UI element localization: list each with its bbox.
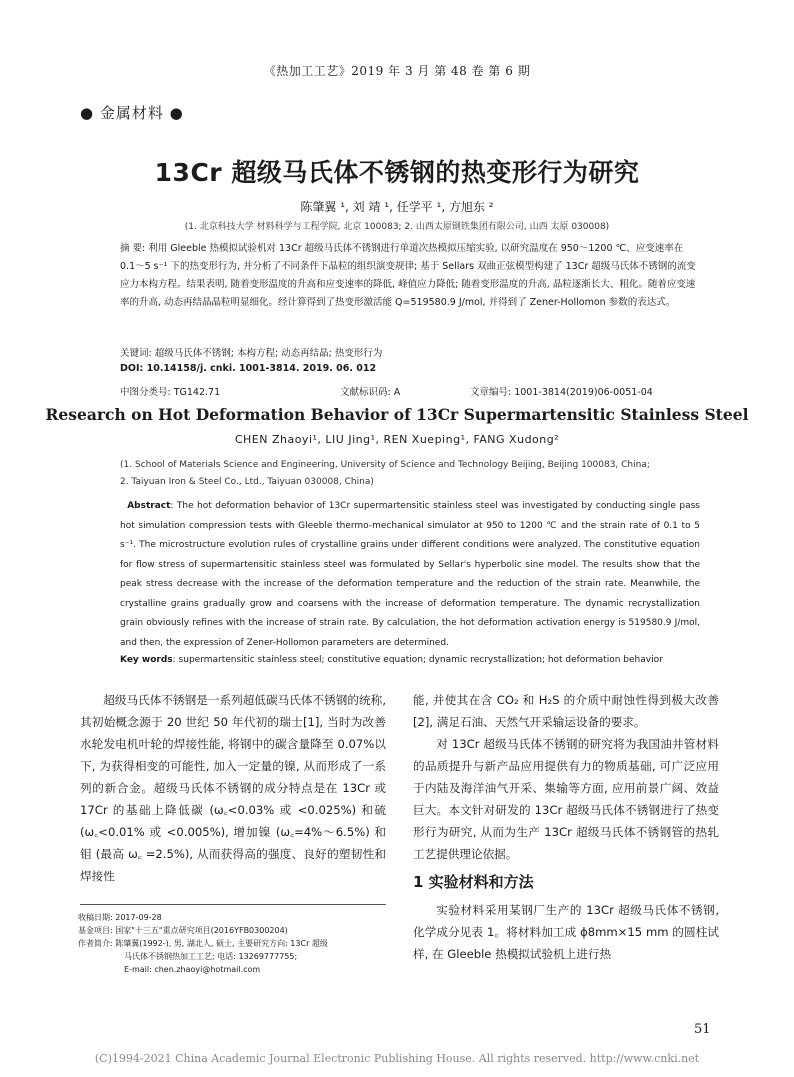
keywords-cn: 关键词: 超级马氏体不锈钢; 本构方程; 动态再结晶; 热变形行为 [120,348,383,359]
section-heading: 1 实验材料和方法 [413,873,534,891]
body-right-column [413,689,719,965]
footnote-author-bio-cont: 马氏体不锈钢热加工工艺; 电话: 13269777755; [124,952,298,961]
authors-cn: 陈肇翼 ¹, 刘 靖 ¹, 任学平 ¹, 方旭东 ² [300,200,494,214]
body-paragraph: 对 13Cr 超级马氏体不锈钢的研究将为我国油井管材料的品质提升与新产品应用提供有力的物质基础, 可广泛应用于内陆及海洋油气开采、集输等方面, 应用前景广阔、效益巨大。本文针对研发的 13Cr 超级马氏体不锈钢进行了热变形行为研究, 从而为生产 13Cr 超级马氏体不锈钢管的热轧工艺提供理论依据。 [413,737,719,861]
journal-header: 《热加工工艺》2019 年 3 月 第 48 卷 第 6 期 [263,64,531,78]
keywords-en-label: Key words [120,655,173,665]
page-number: 51 [694,1022,711,1037]
doi: DOI: 10.14158/j. cnki. 1001-3814. 2019. 06. 012 [120,363,377,374]
body-paragraph: 实验材料采用某钢厂生产的 13Cr 超级马氏体不锈钢, 化学成分见表 1。将材料加工成 ϕ8mm×15 mm 的圆柱试样, 在 Gleeble 热模拟试验机上进行热 [413,903,719,961]
article-number: 文章编号: 1001-3814(2019)06-0051-04 [470,387,653,398]
paper-title-en: Research on Hot Deformation Behavior of 13Cr Supermartensitic Stainless Steel [45,405,749,424]
clc-number: 中图分类号: TG142.71 [120,387,221,398]
footnote-email: E-mail: chen.zhaoyi@hotmail.com [124,965,261,974]
footnotes [78,911,390,976]
keywords-en [120,655,663,665]
body-left-column [80,689,386,887]
affiliation-en-line-2: 2. Taiyuan Iron & Steel Co., Ltd., Taiyuan 030008, China) [120,477,374,487]
authors-en: CHEN Zhaoyi¹, LIU Jing¹, REN Xueping¹, FANG Xudong² [234,433,560,446]
column-tag: ● 金属材料 ● [80,104,184,122]
affiliation-cn: (1. 北京科技大学 材料科学与工程学院, 北京 100083; 2. 山西太原钢铁集团有限公司, 山西 太原 030008) [184,222,610,232]
abstract-cn: 摘 要: 利用 Gleeble 热模拟试验机对 13Cr 超级马氏体不锈钢进行单道次热模拟压缩实验, 以研究温度在 950～1200 ℃、应变速率在 0.1～5 s⁻¹ 下的热变形行为, 并分析了不同条件下晶粒的组织演变规律; 基于 Sellars 双曲正弦模型构建了 13Cr 超级马氏体不锈钢的流变应力本构方程。结果表明, 随着变形温度的升高和应变速率的降低, 峰值应力降低; 随着变形温度的升高, 晶粒逐渐长大、粗化。随着应变速率的升高, 动态再结晶晶粒明显细化。经计算得到了热变形激活能 Q=519580.9 J/mol, 并得到了 Zener-Hollomon 参数的表达式。 [120,243,696,308]
abstract-en [120,497,700,653]
footnote-author-bio: 作者简介: 陈肇翼(1992-), 男, 湖北人, 硕士, 主要研究方向: 13Cr 超级 [78,939,328,948]
body-paragraph: 能, 并使其在含 CO₂ 和 H₂S 的介质中耐蚀性得到极大改善[2], 满足石油、天然气开采输运设备的要求。 [413,693,719,729]
footnote-divider [80,904,386,905]
abstract-en-label: Abstract [127,501,171,511]
copyright-notice: (C)1994-2021 China Academic Journal Electronic Publishing House. All rights reserved. http://www.cnki.net [94,1052,700,1065]
paper-title-cn: 13Cr 超级马氏体不锈钢的热变形行为研究 [154,158,640,187]
affiliation-en [120,457,700,491]
abstract-en-text: : The hot deformation behavior of 13Cr supermartensitic stainless steel was investigated by conducting single pass hot simulation compression tests with Gleeble thermo-mechanical simulator at 950 to 1200 ℃ and the strain rate of 0.1 to 5 s⁻¹. The microstructure evolution rules of crystalline grains under different conditions were analyzed. The constitutive equation for flow stress of supermartensitic stainless steel was formulated by Sellar's hyperbolic sine model. The results show that the peak stress decrease with the increase of the deformation temperature and the reduction of the strain rate. Meanwhile, the crystalline grains gradually grow and coarsens with the increase of deformation temperature. The dynamic recrystallization grain obviously refines with the increase of strain rate. By calculation, the hot deformation activation energy is 519580.9 J/mol, and then, the expression of Zener-Hollomon parameters are determined. [120,501,700,648]
footnote-fund: 基金项目: 国家"十三五"重点研究项目(2016YFB0300204) [78,926,288,935]
footnote-received: 收稿日期: 2017-09-28 [78,913,162,922]
keywords-en-text: : supermartensitic stainless steel; constitutive equation; dynamic recrystallization; hot deformation behavior [172,655,663,665]
document-code: 文献标识码: A [340,387,401,398]
body-paragraph: 超级马氏体不锈钢是一系列超低碳马氏体不锈钢的统称, 其初始概念源于 20 世纪 50 年代初的瑞士[1], 当时为改善水轮发电机叶轮的焊接性能, 将钢中的碳含量降至 0.07%以下, 为获得相变的可能性, 加入一定量的镍, 从而形成了一系列的新合金。超级马氏体不锈钢的成分特点是在 13Cr 或 17Cr 的基础上降低碳 (ω꜀<0.03% 或 <0.025%) 和硫 (ω꜀<0.01% 或 <0.005%), 增加镍 (ω꜀=4%～6.5%) 和钼 (最高 ω꜀ =2.5%), 从而获得高的强度、良好的塑韧性和焊接性 [80,693,386,883]
affiliation-en-line-1: (1. School of Materials Science and Engineering, University of Science and Technology Beijing, Beijing 100083, China; [120,460,650,470]
